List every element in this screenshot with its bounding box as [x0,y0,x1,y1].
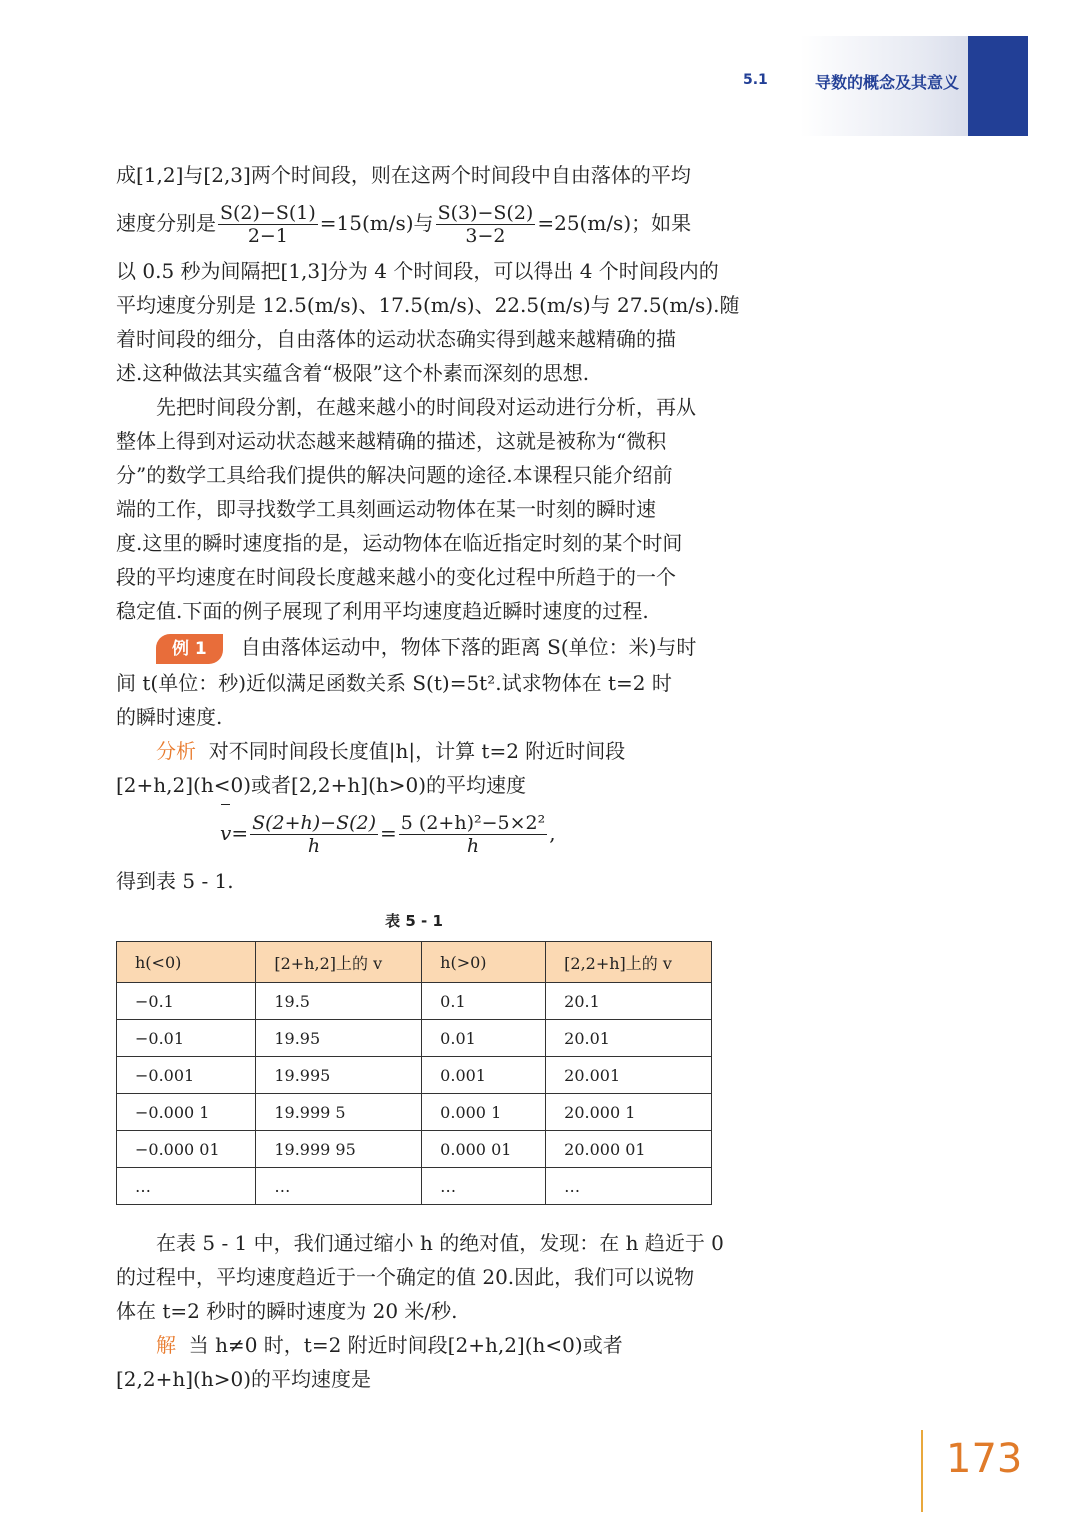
table-cell: 20.000 1 [546,1094,712,1131]
p2-line-6: 段的平均速度在时间段长度越来越小的变化过程中所趋于的一个 [116,565,676,589]
example-line-3: 的瞬时速度. [116,705,223,729]
table-row [117,1168,712,1205]
table-cell: 19.5 [256,983,422,1020]
table-row [117,1094,712,1131]
example-line-1 [116,628,716,666]
p1-l2-c: =25(m/s)；如果 [537,211,692,235]
section-number: 5.1 [743,72,768,88]
p1-line-2 [116,192,716,254]
table-header-cell: [2+h,2]上的 v [256,942,422,983]
page-number: 173 [946,1436,1023,1482]
table-row [117,1057,712,1094]
header-blue-block [968,36,1028,136]
formula-comma: , [549,821,556,845]
page-number-rule [921,1430,923,1512]
table-cell: … [422,1168,546,1205]
fraction-b-numerator: 5 (2+h)²−5×2² [400,812,546,834]
table-cell: 19.995 [256,1057,422,1094]
table-cell: 0.000 01 [422,1131,546,1168]
table-cell: … [256,1168,422,1205]
conclusion-text [116,1226,724,1396]
table-cell: 20.1 [546,983,712,1020]
table-row [117,1131,712,1168]
analysis-line-3: 得到表 5 - 1. [116,869,234,893]
example-badge: 例 1 [156,634,223,664]
p2-line-2: 整体上得到对运动状态越来越精确的描述，这就是被称为“微积 [116,429,667,453]
p1-line-1: 成[1,2]与[2,3]两个时间段，则在这两个时间段中自由落体的平均 [116,163,691,187]
average-velocity-formula: v= $\frac{S(2+h)-S(2)}{h}$ = $\frac{\text{5 (2+h)²−5×2²}}{h}$ , [116,802,716,864]
solution-label: 解 [156,1333,176,1357]
analysis-l1-text: 对不同时间段长度值|h|，计算 t=2 附近时间段 [208,739,626,763]
p1-l2-a: 速度分别是 [116,211,216,235]
p1-line-4: 平均速度分别是 12.5(m/s)、17.5(m/s)、22.5(m/s)与 27.5(m/s).随 [116,293,740,317]
p1-line-5: 着时间段的细分，自由落体的运动状态确实得到越来越精确的描 [116,327,676,351]
p2-line-1: 先把时间段分割，在越来越小的时间段对运动进行分析，再从 [156,395,696,419]
fraction-b-denominator: h [466,835,480,857]
p2-line-4: 端的工作，即寻找数学工具刻画运动物体在某一时刻的瞬时速 [116,497,656,521]
table-cell: 19.999 95 [256,1131,422,1168]
table-cell: 0.001 [422,1057,546,1094]
fraction-a [250,812,378,857]
p1-line-3: 以 0.5 秒为间隔把[1,3]分为 4 个时间段，可以得出 4 个时间段内的 [116,259,719,283]
fraction-b [399,812,547,857]
table-cell: 0.000 1 [422,1094,546,1131]
table-cell: 20.000 01 [546,1131,712,1168]
fraction-1-numerator: S(2)−S(1) [220,202,316,224]
example-l1-text: 自由落体运动中，物体下落的距离 S(单位：米)与时 [240,635,697,659]
p3-line-1: 在表 5 - 1 中，我们通过缩小 h 的绝对值，发现：在 h 趋近于 0 [156,1231,724,1255]
table-cell: 19.95 [256,1020,422,1057]
solution-line-1 [116,1328,716,1362]
solution-l1-text: 当 h≠0 时，t=2 附近时间段[2+h,2](h<0)或者 [188,1333,623,1357]
section-title: 导数的概念及其意义 [815,73,960,92]
table-cell: −0.01 [117,1020,256,1057]
table-cell: −0.1 [117,983,256,1020]
table-header-cell: [2,2+h]上的 v [546,942,712,983]
table-cell: 0.1 [422,983,546,1020]
p2-line-3: 分”的数学工具给我们提供的解决问题的途径.本课程只能介绍前 [116,463,673,487]
table-cell: −0.001 [117,1057,256,1094]
table-header-row [117,942,712,983]
fraction-2 [436,202,536,247]
fraction-a-denominator: h [307,835,321,857]
table-row [117,983,712,1020]
fraction-1-denominator: 2−1 [247,225,288,247]
table-cell: 19.999 5 [256,1094,422,1131]
table-cell: 20.001 [546,1057,712,1094]
main-text [116,158,740,898]
table-cell: −0.000 1 [117,1094,256,1131]
p1-line-6: 述.这种做法其实蕴含着“极限”这个朴素而深刻的思想. [116,361,590,385]
p2-line-7: 稳定值.下面的例子展现了利用平均速度趋近瞬时速度的过程. [116,599,649,623]
fraction-a-numerator: S(2+h)−S(2) [252,812,377,834]
table-cell: 0.01 [422,1020,546,1057]
fraction-1 [218,202,318,247]
table-cell: −0.000 01 [117,1131,256,1168]
example-line-2: 间 t(单位：秒)近似满足函数关系 S(t)=5t².试求物体在 t=2 时 [116,671,672,695]
table-row [117,1020,712,1057]
p3-line-2: 的过程中，平均速度趋近于一个确定的值 20.因此，我们可以说物 [116,1265,695,1289]
analysis-line-2: [2+h,2](h<0)或者[2,2+h](h>0)的平均速度 [116,773,527,797]
v-bar: v [220,802,231,864]
velocity-table [116,941,712,1205]
table-cell: … [546,1168,712,1205]
fraction-2-numerator: S(3)−S(2) [437,202,534,224]
table-header-cell: h(<0) [117,942,256,983]
table-cell: 20.01 [546,1020,712,1057]
analysis-line-1 [116,734,716,768]
fraction-2-denominator: 3−2 [465,225,506,247]
table-caption: 表 5 - 1 [385,912,443,930]
p1-l2-b: =15(m/s)与 [319,211,434,235]
analysis-label: 分析 [156,739,196,763]
p3-line-3: 体在 t=2 秒时的瞬时速度为 20 米/秒. [116,1299,458,1323]
solution-line-2: [2,2+h](h>0)的平均速度是 [116,1367,372,1391]
table-cell: … [117,1168,256,1205]
table-header-cell: h(>0) [422,942,546,983]
p2-line-5: 度.这里的瞬时速度指的是，运动物体在临近指定时刻的某个时间 [116,531,683,555]
